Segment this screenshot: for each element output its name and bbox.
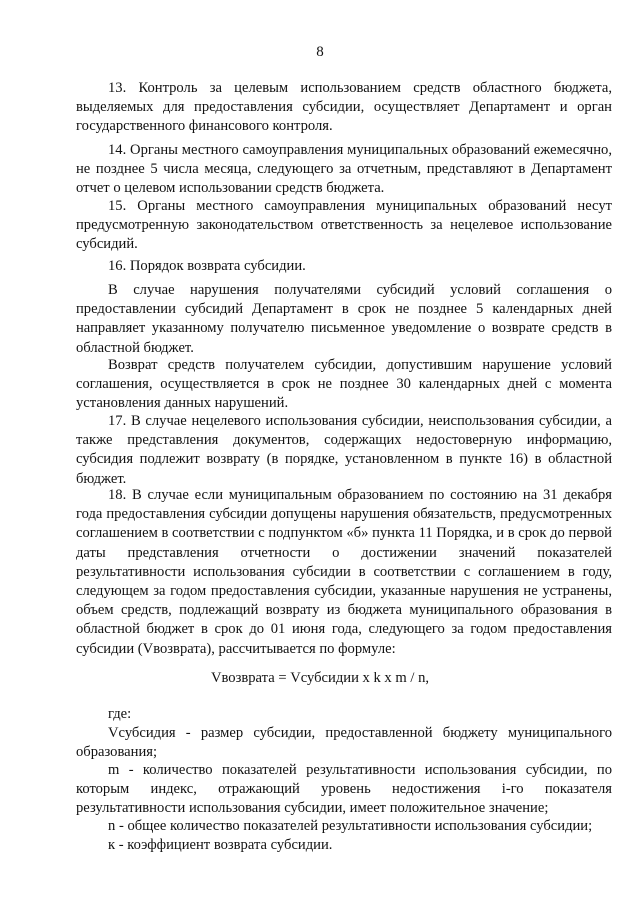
page-number: 8 (316, 44, 324, 60)
where-label: где: (108, 706, 132, 722)
definition-k: к - коэффициент возврата субсидии. (108, 837, 333, 853)
definition-n: n - общее количество показателей результативности использования субсидии; (108, 818, 593, 834)
paragraph-14: 14. Органы местного самоуправления муниципальных образований ежемесячно, не позднее 5 числа месяца, следующего за отчетным, представляют в Департамент отчет о целевом использовании средств бюджета. (76, 142, 612, 197)
paragraph-15: 15. Органы местного самоуправления муниципальных образований несут предусмотренную законодательством ответственность за нецелевое использование субсидий. (76, 198, 612, 253)
paragraph-16-return: Возврат средств получателем субсидии, допустившим нарушение условий соглашения, осуществляется в срок не позднее 30 календарных дней с момента установления данных нарушений. (76, 357, 612, 412)
definition-m: m - количество показателей результативности использования субсидии, по которым индекс, отражающий уровень недостижения i-го показателя результативности использования субсидии, имеет положительное значение; (76, 762, 612, 817)
paragraph-16-violation: В случае нарушения получателями субсидий условий соглашения о предоставлении субсидий Департамент в срок не позднее 5 календарных дней направляет указанному получателю письменное уведомление о возврате средств в областной бюджет. (76, 282, 612, 356)
paragraph-18: 18. В случае если муниципальным образованием по состоянию на 31 декабря года предоставления субсидии допущены нарушения обязательств, предусмотренных соглашением в соответствии с подпунктом «б» пункта 11 Порядка, и в срок до первой даты представления отчетности о достижении значений показателей результативности использования субсидии в соответствии с соглашением в году, следующем за годом предоставления субсидии, указанные нарушения не устранены, объем средств, подлежащий возврату из бюджета муниципального образования в областной бюджет в срок до 01 июня года, следующего за годом предоставления субсидии (Vвозврата), рассчитывается по формуле: (76, 487, 612, 657)
definition-v-subsidy: Vсубсидия - размер субсидии, предоставленной бюджету муниципального образования; (76, 725, 612, 761)
paragraph-16-heading: 16. Порядок возврата субсидии. (108, 258, 306, 274)
paragraph-17: 17. В случае нецелевого использования субсидии, неиспользования субсидии, а также представления документов, содержащих недостоверную информацию, субсидия подлежит возврату (в порядке, установленном в пункте 16) в областной бюджет. (76, 413, 612, 487)
paragraph-13: 13. Контроль за целевым использованием средств областного бюджета, выделяемых для предоставления субсидии, осуществляет Департамент и орган государственного финансового контроля. (76, 80, 612, 135)
return-formula: Vвозврата = Vсубсидии x k x m / n, (210, 670, 430, 686)
